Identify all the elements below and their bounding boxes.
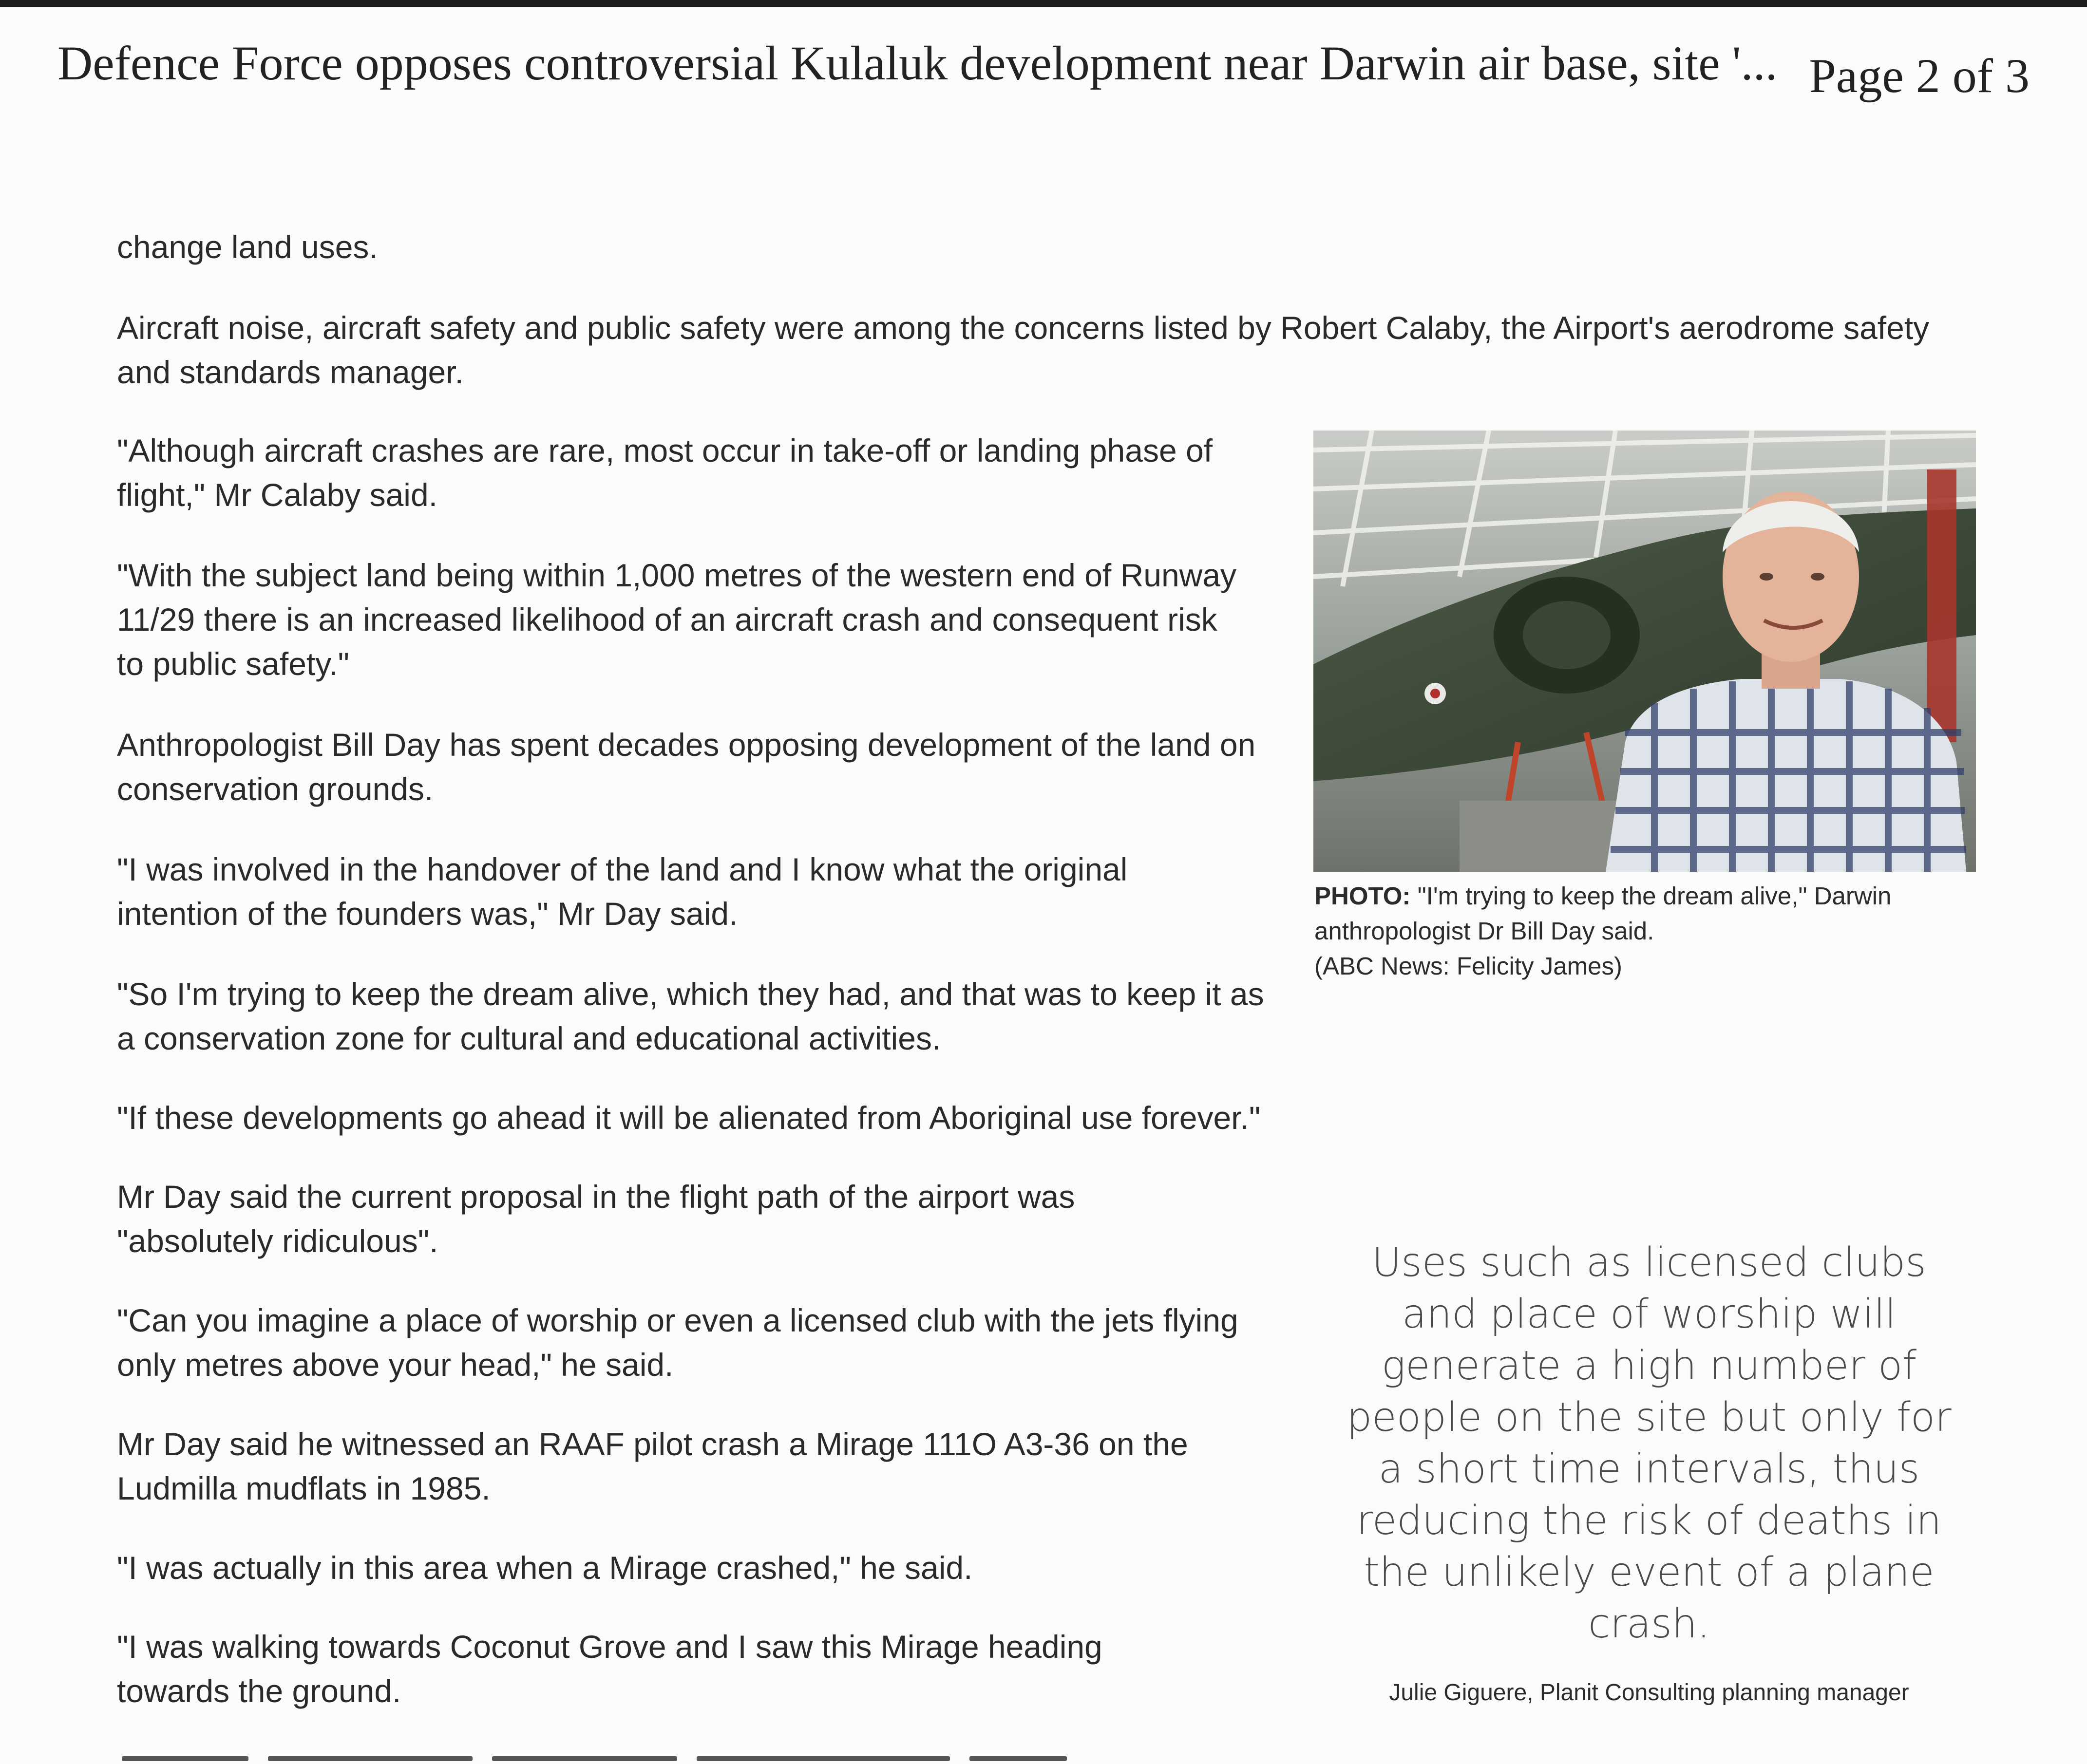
article-paragraph: "If these developments go ahead it will be alienated from Aboriginal use forever." — [117, 1100, 1261, 1136]
pull-quote-attribution: Julie Giguere, Planit Consulting planning manager — [1389, 1680, 1909, 1706]
article-paragraph: "I was involved in the handover of the land and I know what the original intention of the founders was," Mr Day said. — [117, 851, 1128, 932]
photo-caption — [1314, 879, 1977, 984]
article-paragraph: "I was actually in this area when a Mirage crashed," he said. — [117, 1550, 973, 1586]
article-paragraph: Mr Day said the current proposal in the flight path of the airport was "absolutely ridiculous". — [117, 1179, 1075, 1259]
article-paragraph: "With the subject land being within 1,000 metres of the western end of Runway 11/29 there is an increased likelihood of an aircraft crash and consequent risk to public safety." — [117, 557, 1237, 682]
document-header-title: Defence Force opposes controversial Kulaluk development near Darwin air base, site '... — [57, 36, 1778, 90]
article-paragraph: Aircraft noise, aircraft safety and public safety were among the concerns listed by Robert Calaby, the Airport's aerodrome safety and standards manager. — [117, 310, 1930, 390]
photo-caption-label: PHOTO: — [1314, 882, 1411, 910]
pull-quote: Uses such as licensed clubs and place of worship will generate a high number of people on the site but only for a short time intervals, thus reducing the risk of deaths in the unlikely event of a plane crash. — [1347, 1239, 1952, 1647]
article-paragraph: "I was walking towards Coconut Grove and I saw this Mirage heading towards the ground. — [117, 1629, 1102, 1709]
article-paragraph: "Can you imagine a place of worship or even a licensed club with the jets flying only metres above your head," he said. — [117, 1302, 1238, 1383]
scan-top-edge — [0, 0, 2087, 7]
page-number: Page 2 of 3 — [1809, 49, 2030, 103]
article-paragraph: "So I'm trying to keep the dream alive, which they had, and that was to keep it as a conservation zone for cultural and educational activities. — [117, 976, 1264, 1056]
article-paragraph: Mr Day said he witnessed an RAAF pilot crash a Mirage 111O A3-36 on the Ludmilla mudflats in 1985. — [117, 1426, 1188, 1506]
photo-caption-text: "I'm trying to keep the dream alive," Darwin anthropologist Dr Bill Day said. — [1314, 882, 1892, 945]
article-paragraph: change land uses. — [117, 229, 378, 265]
article-paragraph: Anthropologist Bill Day has spent decades opposing development of the land on conservation grounds. — [117, 727, 1256, 807]
article-photo — [1313, 431, 1976, 872]
photo-credit: (ABC News: Felicity James) — [1314, 952, 1622, 980]
article-paragraph: "Although aircraft crashes are rare, most occur in take-off or landing phase of flight," Mr Calaby said. — [117, 432, 1213, 513]
